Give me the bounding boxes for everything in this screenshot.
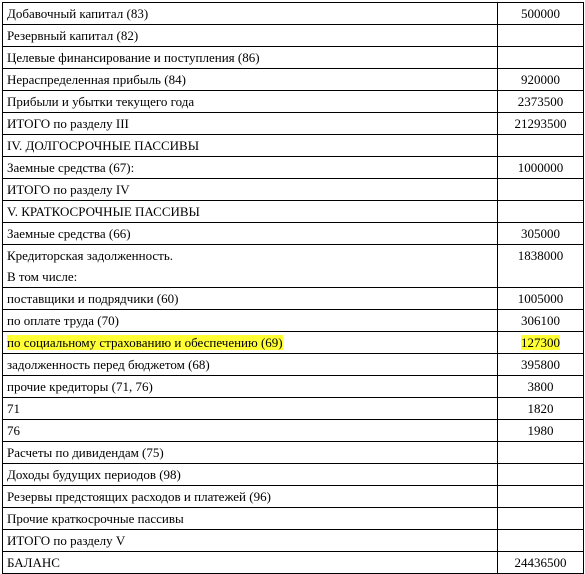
row-value: 920000 xyxy=(498,69,584,91)
highlighted-value: 127300 xyxy=(521,335,560,350)
row-label: Добавочный капитал (83) xyxy=(3,3,498,25)
row-value xyxy=(498,25,584,47)
highlighted-row xyxy=(3,332,584,354)
row-value xyxy=(498,201,584,223)
table-row xyxy=(3,486,584,508)
row-value xyxy=(498,442,584,464)
row-label: Резервный капитал (82) xyxy=(3,25,498,47)
row-value: 500000 xyxy=(498,3,584,25)
row-value xyxy=(498,179,584,201)
section-header-row xyxy=(3,201,584,223)
row-label: Резервы предстоящих расходов и платежей (96) xyxy=(3,486,498,508)
row-value: 2373500 xyxy=(498,91,584,113)
row-label: поставщики и подрядчики (60) xyxy=(3,288,498,310)
table-row xyxy=(3,508,584,530)
row-label: ИТОГО по разделу IV xyxy=(3,179,498,201)
table-row xyxy=(3,245,584,288)
row-value xyxy=(498,332,584,354)
table-row xyxy=(3,442,584,464)
row-label: Расчеты по дивидендам (75) xyxy=(3,442,498,464)
row-label: Нераспределенная прибыль (84) xyxy=(3,69,498,91)
row-value xyxy=(498,135,584,157)
row-value: 21293500 xyxy=(498,113,584,135)
row-label: БАЛАНС xyxy=(3,552,498,574)
row-value xyxy=(498,47,584,69)
row-value: 305000 xyxy=(498,223,584,245)
row-value: 1005000 xyxy=(498,288,584,310)
table-row xyxy=(3,288,584,310)
row-label xyxy=(3,332,498,354)
row-label: Кредиторская задолженность. В том числе: xyxy=(3,245,498,288)
row-label: ИТОГО по разделу V xyxy=(3,530,498,552)
table-row xyxy=(3,69,584,91)
row-label: V. КРАТКОСРОЧНЫЕ ПАССИВЫ xyxy=(3,201,498,223)
table-row xyxy=(3,530,584,552)
table-row xyxy=(3,420,584,442)
row-label: 71 xyxy=(3,398,498,420)
highlighted-label: по социальному страхованию и обеспечению (69) xyxy=(7,335,283,350)
row-label: Прочие краткосрочные пассивы xyxy=(3,508,498,530)
table-row xyxy=(3,113,584,135)
table-row xyxy=(3,223,584,245)
row-label: Заемные средства (66) xyxy=(3,223,498,245)
row-label: Прибыли и убытки текущего года xyxy=(3,91,498,113)
table-row xyxy=(3,47,584,69)
table-row xyxy=(3,354,584,376)
table-row xyxy=(3,157,584,179)
row-value: 1980 xyxy=(498,420,584,442)
balance-total-row xyxy=(3,552,584,574)
row-value xyxy=(498,486,584,508)
row-label: 76 xyxy=(3,420,498,442)
row-value: 1820 xyxy=(498,398,584,420)
row-label: задолженность перед бюджетом (68) xyxy=(3,354,498,376)
table-row xyxy=(3,91,584,113)
row-value xyxy=(498,530,584,552)
balance-table xyxy=(2,2,584,574)
table-row xyxy=(3,376,584,398)
row-value: 306100 xyxy=(498,310,584,332)
row-label: по оплате труда (70) xyxy=(3,310,498,332)
table-row xyxy=(3,179,584,201)
section-header-row xyxy=(3,135,584,157)
row-label: IV. ДОЛГОСРОЧНЫЕ ПАССИВЫ xyxy=(3,135,498,157)
table-row xyxy=(3,310,584,332)
row-label: Целевые финансирование и поступления (86) xyxy=(3,47,498,69)
row-label: Доходы будущих периодов (98) xyxy=(3,464,498,486)
table-row xyxy=(3,25,584,47)
row-label: Заемные средства (67): xyxy=(3,157,498,179)
table-row xyxy=(3,3,584,25)
row-value: 395800 xyxy=(498,354,584,376)
table-row xyxy=(3,398,584,420)
row-value: 1000000 xyxy=(498,157,584,179)
row-value xyxy=(498,508,584,530)
row-label: прочие кредиторы (71, 76) xyxy=(3,376,498,398)
row-value xyxy=(498,464,584,486)
table-row xyxy=(3,464,584,486)
row-value: 3800 xyxy=(498,376,584,398)
row-value: 1838000 xyxy=(498,245,584,288)
row-label: ИТОГО по разделу III xyxy=(3,113,498,135)
row-value: 24436500 xyxy=(498,552,584,574)
